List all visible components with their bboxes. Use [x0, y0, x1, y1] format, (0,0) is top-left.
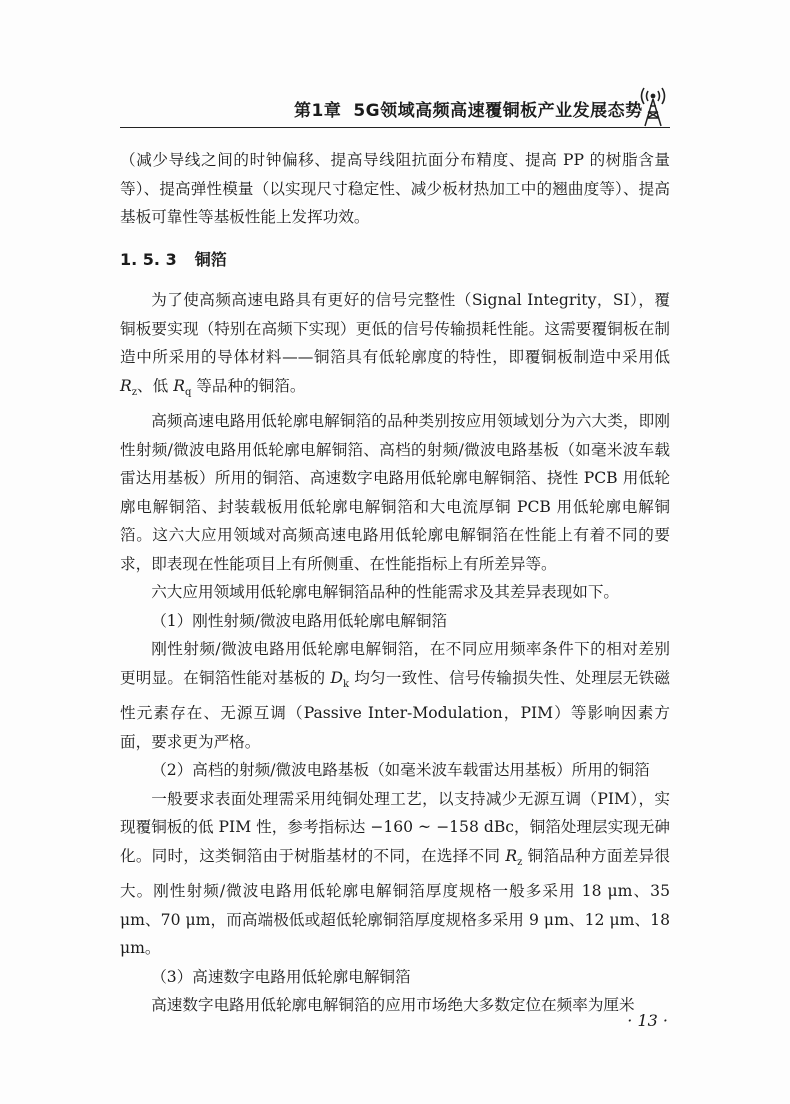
section-number: 1. 5. 3: [120, 249, 177, 269]
header-rule: [120, 127, 670, 128]
chapter-title: 5G领域高频高速覆铜板产业发展态势: [353, 101, 643, 121]
signal-tower-icon: [636, 82, 670, 128]
paragraph: 刚性射频/微波电路用低轮廓电解铜箔，在不同应用频率条件下的相对差别更明显。在铜箔性能对基板的 $D_k$ 均匀一致性、信号传输损失性、处理层无铁磁性元素存在、无源互调（Passive Inter-Modulation，PIM）等影响因素方面，要求更为严格。: [120, 640, 670, 751]
chapter-label: 第1章: [294, 101, 342, 121]
subheading: （3）高速数字电路用低轮廓电解铜箔: [151, 967, 411, 986]
paragraph: 为了使高频高速电路具有更好的信号完整性（Signal Integrity，SI），覆铜板要实现（特别在高频下实现）更低的信号传输损耗性能。这需要覆铜板在制造中所采用的导体材料——铜箔具有低轮廓度的特性，即覆铜板制造中采用低 $R_z$、低 $R_q$ 等品种的铜箔。: [120, 291, 670, 398]
subheading: （1）刚性射频/微波电路用低轮廓电解铜箔: [151, 611, 448, 630]
section-title: 铜箔: [194, 249, 227, 269]
paragraph: （减少导线之间的时钟偏移、提高导线阻抗面分布精度、提高 PP 的树脂含量等）、提高弹性模量（以实现尺寸稳定性、减少板材热加工中的翘曲度等）、提高基板可靠性等基板性能上发挥功效。: [120, 151, 670, 226]
running-header: [294, 96, 643, 121]
section-heading: [120, 246, 670, 275]
subheading: （2）高档的射频/微波电路基板（如毫米波车载雷达用基板）所用的铜箔: [151, 761, 650, 780]
page-number: · 13 ·: [627, 1011, 668, 1030]
body-text: [120, 146, 670, 1020]
paragraph: 高频高速电路用低轮廓电解铜箔的品种类别按应用领域划分为六大类，即刚性射频/微波电路用低轮廓电解铜箔、高档的射频/微波电路基板（如毫米波车载雷达用基板）所用的铜箔、高速数字电路用低轮廓电解铜箔、挠性 PCB 用低轮廓电解铜箔、封装载板用低轮廓电解铜箔和大电流厚铜 PCB 用低轮廓电解铜箔。这六大应用领域对高频高速电路用低轮廓电解铜箔在性能上有着不同的要求，即表现在性能项目上有所侧重、在性能指标上有所差异等。: [120, 412, 670, 573]
paragraph: 高速数字电路用低轮廓电解铜箔的应用市场绝大多数定位在频率为厘米: [151, 996, 635, 1015]
paragraph: 六大应用领域用低轮廓电解铜箔品种的性能需求及其差异表现如下。: [151, 583, 620, 602]
paragraph: 一般要求表面处理需采用纯铜处理工艺，以支持减少无源互调（PIM），实现覆铜板的低 PIM 性，参考指标达 −160 ~ −158 dBc，铜箔处理层实现无砷化。同时，这类铜箔由于树脂基材的不同，在选择不同 $R_z$ 铜箔品种方面差异很大。刚性射频/微波电路用低轮廓电解铜箔厚度规格一般多采用 18 μm、35 μm、70 μm，而高端极低或超低轮廓铜箔厚度规格多采用 9 μm、12 μm、18 μm。: [120, 789, 670, 958]
